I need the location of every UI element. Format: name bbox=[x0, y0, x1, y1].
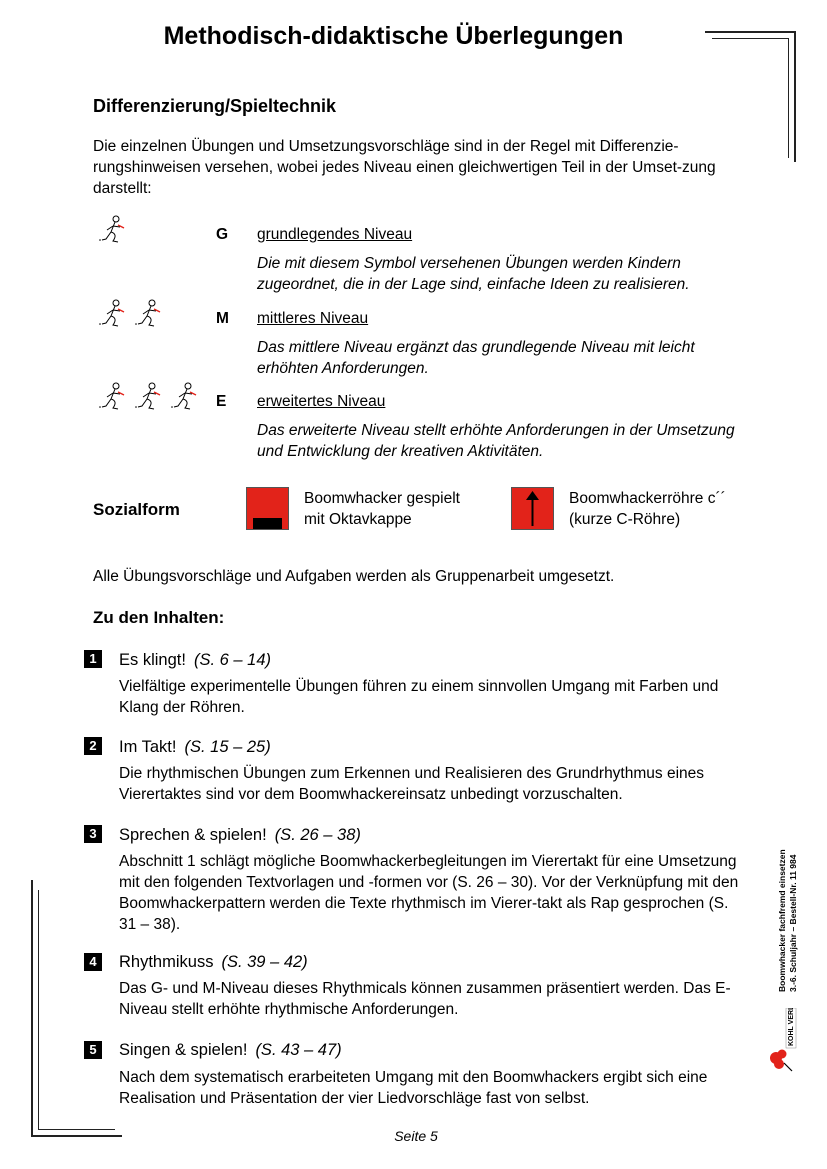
section-2-number: 2 bbox=[84, 737, 102, 755]
section-2-title: Im Takt! bbox=[119, 738, 177, 756]
publisher-logo bbox=[768, 1008, 802, 1074]
section-3-title: Sprechen & spielen! bbox=[119, 826, 267, 844]
section-3-title-row bbox=[119, 826, 361, 845]
page-title: Methodisch-didaktische Überlegungen bbox=[163, 22, 624, 50]
sozialform-item1-line2: mit Oktavkappe bbox=[304, 511, 412, 528]
section-5-pages: (S. 43 – 47) bbox=[255, 1041, 342, 1059]
section-4-title-row bbox=[119, 953, 308, 972]
section-1-pages: (S. 6 – 14) bbox=[193, 651, 271, 669]
runner-icon bbox=[132, 298, 164, 337]
section-1-title: Es klingt! bbox=[119, 651, 186, 669]
runner-icon bbox=[96, 214, 128, 253]
section-5-title: Singen & spielen! bbox=[119, 1041, 248, 1059]
section-5-body: Nach dem systematisch erarbeiteten Umgang mit den Boomwhackers ergibt sich eine Realisation und Präsentation der vier Liedvorschläge fast von selbst. bbox=[119, 1069, 708, 1107]
sozialform-item1 bbox=[304, 488, 460, 530]
section-4-number: 4 bbox=[84, 953, 102, 971]
group-note: Alle Übungsvorschläge und Aufgaben werden als Gruppenarbeit umgesetzt. bbox=[93, 568, 615, 585]
section-4-title: Rhythmikuss bbox=[119, 953, 214, 971]
runner-icon bbox=[168, 381, 200, 420]
section-2-pages: (S. 15 – 25) bbox=[184, 738, 271, 756]
level-g-letter: G bbox=[216, 226, 229, 243]
level-m-name: mittleres Niveau bbox=[257, 310, 369, 327]
short-tube-icon bbox=[511, 487, 554, 530]
runner-icon bbox=[132, 381, 164, 420]
sozialform-item1-line1: Boomwhacker gespielt bbox=[304, 490, 460, 507]
section-3-pages: (S. 26 – 38) bbox=[274, 826, 361, 844]
sozialform-item2-line1: Boomwhackerröhre c´´ bbox=[569, 490, 726, 507]
level-g-name: grundlegendes Niveau bbox=[257, 226, 413, 243]
sidebar-vertical-text bbox=[777, 792, 799, 992]
logo-text: KOHL VERLAG bbox=[788, 1008, 795, 1046]
frame-top-right-v2 bbox=[788, 38, 789, 158]
section-2-body: Die rhythmischen Übungen zum Erkennen und Realisieren des Grundrhythmus eines Vierertaktes sind vor dem Boomwhackereinsatz unbedingt vorzuschalten. bbox=[119, 765, 705, 803]
level-g-desc: Die mit diesem Symbol versehenen Übungen werden Kindern zugeordnet, die in der Lage sind, einfache Ideen zu realisieren. bbox=[257, 255, 690, 293]
section-5-number: 5 bbox=[84, 1041, 102, 1059]
section-4-body: Das G- und M-Niveau dieses Rhythmicals können zusammen präsentiert werden. Das E-Niveau stellt erhöhte rhythmische Anforderungen. bbox=[119, 980, 731, 1018]
level-e-desc: Das erweiterte Niveau stellt erhöhte Anforderungen in der Umsetzung und Entwicklung der kreativen Aktivitäten. bbox=[257, 422, 735, 460]
octave-cap-icon bbox=[246, 487, 289, 530]
section-3-body: Abschnitt 1 schlägt mögliche Boomwhackerbegleitungen im Vierertakt für eine Umsetzung mit den folgenden Textvorlagen und -formen vor (S. 26 – 30). Vor der Verknüpfung mit den Boomwhackerpattern werden die Texte rhythmisch im Vierer-takt als Rap gesprochen (S. 31 – 38). bbox=[119, 853, 739, 933]
level-m-desc: Das mittlere Niveau ergänzt das grundlegende Niveau mit leicht erhöhten Anforderungen. bbox=[257, 339, 695, 377]
sozialform-item2-line2: (kurze C-Röhre) bbox=[569, 511, 681, 528]
sidebar-line2: 3.-6. Schuljahr – Bestell-Nr. 11 984 bbox=[788, 854, 798, 992]
level-e-icons bbox=[96, 381, 200, 420]
sidebar-line1: Boomwhacker fachfremd einsetzen bbox=[777, 849, 787, 992]
section-2-title-row bbox=[119, 738, 271, 757]
section-1-body: Vielfältige experimentelle Übungen führen zu einem sinnvollen Umgang mit Farben und Klang der Röhren. bbox=[119, 678, 719, 716]
section-1-number: 1 bbox=[84, 650, 102, 668]
runner-icon bbox=[96, 381, 128, 420]
level-m-icons bbox=[96, 298, 164, 337]
page-number: Seite 5 bbox=[394, 1128, 438, 1144]
level-e-letter: E bbox=[216, 393, 227, 410]
section-heading: Differenzierung/Spieltechnik bbox=[93, 96, 337, 116]
intro-text: Die einzelnen Übungen und Umsetzungsvorschläge sind in der Regel mit Differenzie-rungshinweisen versehen, wobei jedes Niveau einen gleichwertigen Teil in der Umset-zung darstellt: bbox=[93, 138, 716, 197]
frame-top-right-v bbox=[794, 31, 796, 162]
contents-heading: Zu den Inhalten: bbox=[93, 608, 225, 627]
section-5-title-row bbox=[119, 1041, 342, 1060]
sozialform-label: Sozialform bbox=[93, 500, 180, 519]
section-1-title-row bbox=[119, 651, 271, 670]
level-m-letter: M bbox=[216, 310, 229, 327]
level-e-name: erweitertes Niveau bbox=[257, 393, 386, 410]
frame-bottom-left-v2 bbox=[38, 890, 39, 1129]
section-3-number: 3 bbox=[84, 825, 102, 843]
runner-icon bbox=[96, 298, 128, 337]
sozialform-item2 bbox=[569, 488, 726, 530]
level-g-icons bbox=[96, 214, 128, 253]
section-4-pages: (S. 39 – 42) bbox=[221, 953, 308, 971]
frame-bottom-left-v bbox=[31, 880, 33, 1136]
